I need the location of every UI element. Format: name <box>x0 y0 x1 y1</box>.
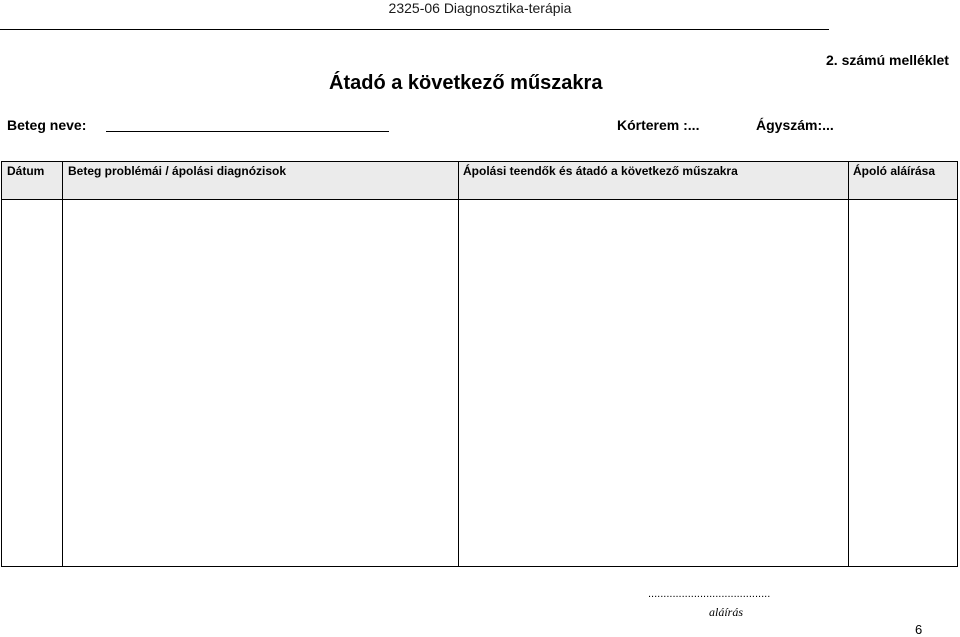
patient-name-field[interactable] <box>106 131 389 132</box>
header-title: 2325-06 Diagnosztika-terápia <box>388 0 572 16</box>
signature-cell[interactable] <box>849 200 957 566</box>
date-cell[interactable] <box>2 200 61 566</box>
tasks-cell[interactable] <box>459 200 847 566</box>
patient-name-label: Beteg neve: <box>7 117 87 133</box>
signature-dotted-line: ........................................ <box>648 588 771 600</box>
annex-label: 2. számú melléklet <box>826 52 949 68</box>
column-header-tasks: Ápolási teendők és átadó a következő műszakra <box>463 164 738 178</box>
handover-table <box>1 161 958 567</box>
header-rule <box>0 29 829 30</box>
column-header-date: Dátum <box>7 164 45 178</box>
form-title: Átadó a következő műszakra <box>329 72 603 94</box>
bed-number-field: Ágyszám:... <box>756 117 834 133</box>
signature-label: aláírás <box>709 605 744 619</box>
room-field: Kórterem :... <box>617 117 700 133</box>
column-header-problems: Beteg problémái / ápolási diagnózisok <box>68 164 287 178</box>
page-number: 6 <box>915 622 923 637</box>
problems-cell[interactable] <box>63 200 457 566</box>
column-header-signature: Ápoló aláírása <box>853 164 936 178</box>
